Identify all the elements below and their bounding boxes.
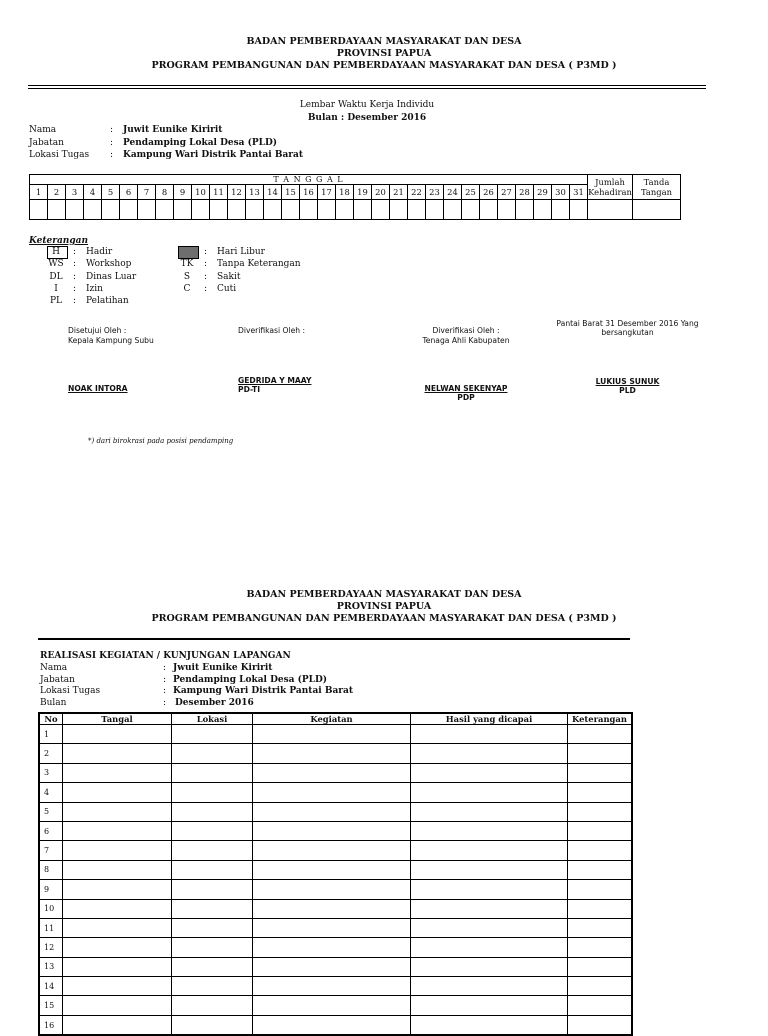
lokasi-cell[interactable]	[172, 802, 253, 821]
attendance-entry-cell[interactable]	[426, 200, 444, 220]
keterangan-cell[interactable]	[568, 763, 632, 782]
header2-line-1: BADAN PEMBERDAYAAN MASYARAKAT DAN DESA	[246, 589, 522, 600]
attendance-entry-row	[30, 200, 681, 220]
legend-sep: :	[204, 283, 208, 294]
attendance-entry-cell[interactable]	[408, 200, 426, 220]
lokasi-cell[interactable]	[172, 880, 253, 899]
sig-self-title: PLD	[619, 386, 636, 395]
day-number-cell: 15	[282, 185, 300, 200]
attendance-entry-cell[interactable]	[156, 200, 174, 220]
legend-sep: :	[204, 259, 208, 270]
activity-row	[39, 880, 632, 899]
day-number-cell: 4	[84, 185, 102, 200]
lokasi-cell[interactable]	[172, 821, 253, 840]
activity-title: REALISASI KEGIATAN / KUNJUNGAN LAPANGAN	[40, 651, 291, 661]
keterangan-cell[interactable]	[568, 725, 632, 744]
row-number: 1	[39, 725, 63, 744]
kegiatan-cell[interactable]	[253, 957, 411, 976]
activity-body	[39, 725, 632, 1036]
header2-divider	[38, 638, 630, 640]
keterangan-cell[interactable]	[568, 783, 632, 802]
legend-code: DL	[49, 271, 63, 282]
keterangan-cell[interactable]	[568, 938, 632, 957]
lokasi-cell[interactable]	[172, 977, 253, 996]
activity-row	[39, 918, 632, 937]
activity-row	[39, 802, 632, 821]
row-number: 6	[39, 821, 63, 840]
field-sep: :	[110, 137, 114, 148]
keterangan-cell[interactable]	[568, 744, 632, 763]
col-lokasi: Lokasi	[172, 713, 253, 725]
activity-header-row	[39, 713, 632, 725]
field-label: Bulan	[40, 697, 67, 708]
tangal-cell[interactable]	[63, 841, 172, 860]
field-label: Lokasi Tugas	[29, 150, 90, 160]
kegiatan-cell[interactable]	[253, 918, 411, 937]
tanda-tangan-entry[interactable]	[633, 200, 681, 220]
keterangan-cell[interactable]	[568, 880, 632, 899]
sig-verif1-label: Diverifikasi Oleh :	[238, 326, 306, 335]
day-number-cell: 18	[336, 185, 354, 200]
jumlah-kehadiran-header: Jumlah Kehadiran	[588, 175, 633, 200]
day-number-cell: 30	[552, 185, 570, 200]
sig-verif2-name: NELWAN SEKENYAP	[424, 384, 508, 393]
legend-text: Dinas Luar	[86, 271, 137, 282]
sig-self-place-date: Pantai Barat 31 Desember 2016 Yang	[556, 319, 699, 328]
col-keterangan: Keterangan	[568, 713, 632, 725]
hadir-code-box	[47, 246, 68, 259]
attendance-entry-cell[interactable]	[30, 200, 48, 220]
field-value: Kampung Wari Distrik Pantai Barat	[173, 686, 354, 696]
row-number: 14	[39, 977, 63, 996]
sig-verif1-name: GEDRIDA Y MAAY	[238, 376, 312, 385]
attendance-entry-cell[interactable]	[264, 200, 282, 220]
tangal-cell[interactable]	[63, 880, 172, 899]
row-number: 15	[39, 996, 63, 1015]
tangal-cell[interactable]	[63, 744, 172, 763]
hasil-cell[interactable]	[411, 918, 568, 937]
field-label: Nama	[29, 125, 57, 135]
tangal-cell[interactable]	[63, 996, 172, 1015]
legend-code: PL	[49, 296, 63, 307]
legend-code: H	[52, 247, 60, 257]
hasil-cell[interactable]	[411, 957, 568, 976]
day-number-cell: 20	[372, 185, 390, 200]
tangal-cell[interactable]	[63, 763, 172, 782]
tangal-cell[interactable]	[63, 957, 172, 976]
kegiatan-cell[interactable]	[253, 938, 411, 957]
kegiatan-cell[interactable]	[253, 977, 411, 996]
hasil-cell[interactable]	[411, 821, 568, 840]
activity-row	[39, 1015, 632, 1035]
kegiatan-cell[interactable]	[253, 744, 411, 763]
row-number: 11	[39, 918, 63, 937]
timesheet-title: Lembar Waktu Kerja Individu	[299, 100, 435, 110]
keterangan-cell[interactable]	[568, 1015, 632, 1035]
lokasi-cell[interactable]	[172, 725, 253, 744]
jumlah-kehadiran-entry[interactable]	[588, 200, 633, 220]
keterangan-cell[interactable]	[568, 918, 632, 937]
day-number-cell: 19	[354, 185, 372, 200]
field-label: Jabatan	[29, 137, 64, 148]
timesheet-month: Bulan : Desember 2016	[307, 113, 427, 123]
lokasi-cell[interactable]	[172, 899, 253, 918]
day-number-cell: 25	[462, 185, 480, 200]
attendance-entry-cell[interactable]	[534, 200, 552, 220]
kegiatan-cell[interactable]	[253, 821, 411, 840]
day-number-cell: 14	[264, 185, 282, 200]
col-hasil: Hasil yang dicapai	[411, 713, 568, 725]
lokasi-cell[interactable]	[172, 841, 253, 860]
activity-table	[38, 712, 633, 1036]
legend-code: TK	[180, 259, 194, 270]
field-value: Pendamping Lokal Desa (PLD)	[173, 674, 328, 685]
row-number: 8	[39, 860, 63, 879]
legend-text: Hari Libur	[217, 247, 265, 257]
field-value: Juwit Eunike Kiririt	[123, 125, 223, 135]
field-label: Nama	[40, 663, 68, 673]
lokasi-cell[interactable]	[172, 860, 253, 879]
day-number-cell: 17	[318, 185, 336, 200]
attendance-entry-cell[interactable]	[498, 200, 516, 220]
attendance-entry-cell[interactable]	[390, 200, 408, 220]
kegiatan-cell[interactable]	[253, 783, 411, 802]
attendance-entry-cell[interactable]	[138, 200, 156, 220]
tangal-cell[interactable]	[63, 918, 172, 937]
field-sep: :	[163, 686, 167, 696]
kegiatan-cell[interactable]	[253, 899, 411, 918]
day-number-cell: 13	[246, 185, 264, 200]
day-number-cell: 7	[138, 185, 156, 200]
attendance-entry-cell[interactable]	[84, 200, 102, 220]
hasil-cell[interactable]	[411, 763, 568, 782]
row-number: 2	[39, 744, 63, 763]
kegiatan-cell[interactable]	[253, 725, 411, 744]
legend-text: Hadir	[86, 247, 113, 257]
legend-sep: :	[73, 296, 77, 307]
kegiatan-cell[interactable]	[253, 860, 411, 879]
hasil-cell[interactable]	[411, 938, 568, 957]
keterangan-cell[interactable]	[568, 899, 632, 918]
sig-verif2-label: Diverifikasi Oleh :	[432, 326, 500, 335]
legend-sep: :	[73, 259, 77, 270]
activity-row	[39, 841, 632, 860]
kegiatan-cell[interactable]	[253, 880, 411, 899]
sig-disetujui-label: Disetujui Oleh :	[68, 326, 127, 335]
legend-code: C	[183, 283, 191, 294]
hasil-cell[interactable]	[411, 725, 568, 744]
hasil-cell[interactable]	[411, 783, 568, 802]
hasil-cell[interactable]	[411, 996, 568, 1015]
attendance-header-row	[30, 175, 681, 185]
field-sep: :	[163, 697, 167, 708]
sig-verif2-title: PDP	[457, 393, 475, 402]
keterangan-cell[interactable]	[568, 996, 632, 1015]
sig-disetujui-role: Kepala Kampung Subu	[68, 336, 154, 345]
field-label: Jabatan	[40, 674, 75, 685]
sig-verif1-title: PD-TI	[238, 385, 261, 394]
row-number: 10	[39, 899, 63, 918]
legend-text: Sakit	[217, 271, 241, 282]
lokasi-cell[interactable]	[172, 918, 253, 937]
activity-row	[39, 957, 632, 976]
attendance-entry-cell[interactable]	[516, 200, 534, 220]
keterangan-cell[interactable]	[568, 957, 632, 976]
row-number: 4	[39, 783, 63, 802]
day-number-cell: 31	[570, 185, 588, 200]
legend-code: WS	[48, 259, 64, 270]
attendance-entry-cell[interactable]	[318, 200, 336, 220]
activity-row	[39, 899, 632, 918]
tangal-cell[interactable]	[63, 802, 172, 821]
col-no: No	[39, 713, 63, 725]
day-number-cell: 23	[426, 185, 444, 200]
field-sep: :	[110, 150, 114, 160]
legend-sep: :	[73, 283, 77, 294]
field-value: Desember 2016	[175, 697, 254, 708]
tanggal-header: T A N G G A L	[30, 175, 588, 185]
attendance-entry-cell[interactable]	[192, 200, 210, 220]
lokasi-cell[interactable]	[172, 996, 253, 1015]
legend-text: Pelatihan	[86, 296, 129, 307]
col-kegiatan: Kegiatan	[253, 713, 411, 725]
activity-row	[39, 763, 632, 782]
attendance-entry-cell[interactable]	[120, 200, 138, 220]
lokasi-cell[interactable]	[172, 744, 253, 763]
attendance-entry-cell[interactable]	[66, 200, 84, 220]
row-number: 7	[39, 841, 63, 860]
day-number-cell: 26	[480, 185, 498, 200]
legend-sep: :	[204, 271, 208, 282]
hasil-cell[interactable]	[411, 860, 568, 879]
activity-row	[39, 725, 632, 744]
hasil-cell[interactable]	[411, 1015, 568, 1035]
legend-sep: :	[73, 271, 77, 282]
sig-verif2-role: Tenaga Ahli Kabupaten	[422, 336, 510, 345]
day-number-cell: 12	[228, 185, 246, 200]
lokasi-cell[interactable]	[172, 957, 253, 976]
attendance-entry-cell[interactable]	[354, 200, 372, 220]
legend-text: Cuti	[217, 283, 237, 294]
legend-title: Keterangan	[29, 236, 89, 246]
legend-sep: :	[73, 247, 77, 257]
day-number-cell: 28	[516, 185, 534, 200]
tangal-cell[interactable]	[63, 821, 172, 840]
attendance-entry-cell[interactable]	[300, 200, 318, 220]
row-number: 3	[39, 763, 63, 782]
day-number-cell: 8	[156, 185, 174, 200]
attendance-entry-cell[interactable]	[462, 200, 480, 220]
day-number-cell: 6	[120, 185, 138, 200]
attendance-entry-cell[interactable]	[570, 200, 588, 220]
sig-self-name: LUKIUS SUNUK	[595, 377, 660, 386]
header-line-2: PROVINSI PAPUA	[336, 48, 432, 59]
row-number: 13	[39, 957, 63, 976]
activity-row	[39, 783, 632, 802]
keterangan-cell[interactable]	[568, 802, 632, 821]
header-line-3: PROGRAM PEMBANGUNAN DAN PEMBERDAYAAN MASYARAKAT DAN DESA ( P3MD )	[151, 60, 617, 71]
legend-text: Workshop	[86, 259, 132, 270]
keterangan-cell[interactable]	[568, 860, 632, 879]
header-line-1: BADAN PEMBERDAYAAN MASYARAKAT DAN DESA	[246, 36, 522, 47]
tangal-cell[interactable]	[63, 899, 172, 918]
hasil-cell[interactable]	[411, 802, 568, 821]
legend-code: I	[54, 283, 58, 294]
day-number-cell: 9	[174, 185, 192, 200]
day-number-cell: 16	[300, 185, 318, 200]
sig-self-role: bersangkutan	[601, 328, 654, 337]
header-divider-bottom	[28, 88, 706, 89]
field-sep: :	[110, 125, 114, 135]
footnote: *) dari birokrasi pada posisi pendamping	[88, 437, 234, 445]
attendance-entry-cell[interactable]	[336, 200, 354, 220]
day-number-cell: 5	[102, 185, 120, 200]
activity-row	[39, 996, 632, 1015]
activity-row	[39, 860, 632, 879]
hasil-cell[interactable]	[411, 744, 568, 763]
day-number-cell: 1	[30, 185, 48, 200]
col-tangal: Tangal	[63, 713, 172, 725]
activity-row	[39, 938, 632, 957]
day-number-cell: 21	[390, 185, 408, 200]
attendance-entry-cell[interactable]	[372, 200, 390, 220]
day-number-cell: 27	[498, 185, 516, 200]
attendance-entry-cell[interactable]	[102, 200, 120, 220]
field-value: Jwuit Eunike Kiririt	[173, 663, 273, 673]
day-number-cell: 3	[66, 185, 84, 200]
row-number: 16	[39, 1015, 63, 1035]
sig-disetujui-name: NOAK INTORA	[68, 384, 128, 393]
attendance-entry-cell[interactable]	[444, 200, 462, 220]
row-number: 12	[39, 938, 63, 957]
activity-row	[39, 821, 632, 840]
tangal-cell[interactable]	[63, 977, 172, 996]
tangal-cell[interactable]	[63, 938, 172, 957]
activity-row	[39, 744, 632, 763]
row-number: 9	[39, 880, 63, 899]
attendance-entry-cell[interactable]	[246, 200, 264, 220]
attendance-entry-cell[interactable]	[480, 200, 498, 220]
hari-libur-swatch	[178, 246, 199, 259]
attendance-entry-cell[interactable]	[228, 200, 246, 220]
attendance-entry-cell[interactable]	[48, 200, 66, 220]
kegiatan-cell[interactable]	[253, 763, 411, 782]
legend-text: Izin	[86, 283, 103, 294]
tangal-cell[interactable]	[63, 783, 172, 802]
field-value: Pendamping Lokal Desa (PLD)	[123, 137, 278, 148]
day-number-cell: 10	[192, 185, 210, 200]
day-number-cell: 11	[210, 185, 228, 200]
day-number-cell: 2	[48, 185, 66, 200]
keterangan-cell[interactable]	[568, 821, 632, 840]
day-number-cell: 29	[534, 185, 552, 200]
kegiatan-cell[interactable]	[253, 802, 411, 821]
tangal-cell[interactable]	[63, 1015, 172, 1035]
tanda-tangan-header: Tanda Tangan	[633, 175, 681, 200]
keterangan-cell[interactable]	[568, 841, 632, 860]
tangal-cell[interactable]	[63, 725, 172, 744]
lokasi-cell[interactable]	[172, 1015, 253, 1035]
field-value: Kampung Wari Distrik Pantai Barat	[123, 150, 304, 160]
legend-text: Tanpa Keterangan	[217, 259, 301, 270]
attendance-entry-cell[interactable]	[552, 200, 570, 220]
field-label: Lokasi Tugas	[40, 686, 101, 696]
attendance-entry-cell[interactable]	[174, 200, 192, 220]
activity-row	[39, 977, 632, 996]
hasil-cell[interactable]	[411, 841, 568, 860]
header2-line-2: PROVINSI PAPUA	[336, 601, 432, 612]
legend-code: S	[183, 271, 191, 282]
field-sep: :	[163, 663, 167, 673]
tangal-cell[interactable]	[63, 860, 172, 879]
day-number-row	[30, 185, 681, 200]
lokasi-cell[interactable]	[172, 783, 253, 802]
day-number-cell: 24	[444, 185, 462, 200]
field-sep: :	[163, 674, 167, 685]
kegiatan-cell[interactable]	[253, 1015, 411, 1035]
hasil-cell[interactable]	[411, 880, 568, 899]
header2-line-3: PROGRAM PEMBANGUNAN DAN PEMBERDAYAAN MASYARAKAT DAN DESA ( P3MD )	[151, 613, 617, 624]
attendance-entry-cell[interactable]	[210, 200, 228, 220]
row-number: 5	[39, 802, 63, 821]
kegiatan-cell[interactable]	[253, 841, 411, 860]
lokasi-cell[interactable]	[172, 938, 253, 957]
keterangan-cell[interactable]	[568, 977, 632, 996]
day-number-cell: 22	[408, 185, 426, 200]
kegiatan-cell[interactable]	[253, 996, 411, 1015]
attendance-entry-cell[interactable]	[282, 200, 300, 220]
attendance-table	[29, 174, 681, 220]
hasil-cell[interactable]	[411, 977, 568, 996]
hasil-cell[interactable]	[411, 899, 568, 918]
lokasi-cell[interactable]	[172, 763, 253, 782]
legend-sep: :	[204, 247, 208, 257]
header-divider-top	[28, 85, 706, 86]
